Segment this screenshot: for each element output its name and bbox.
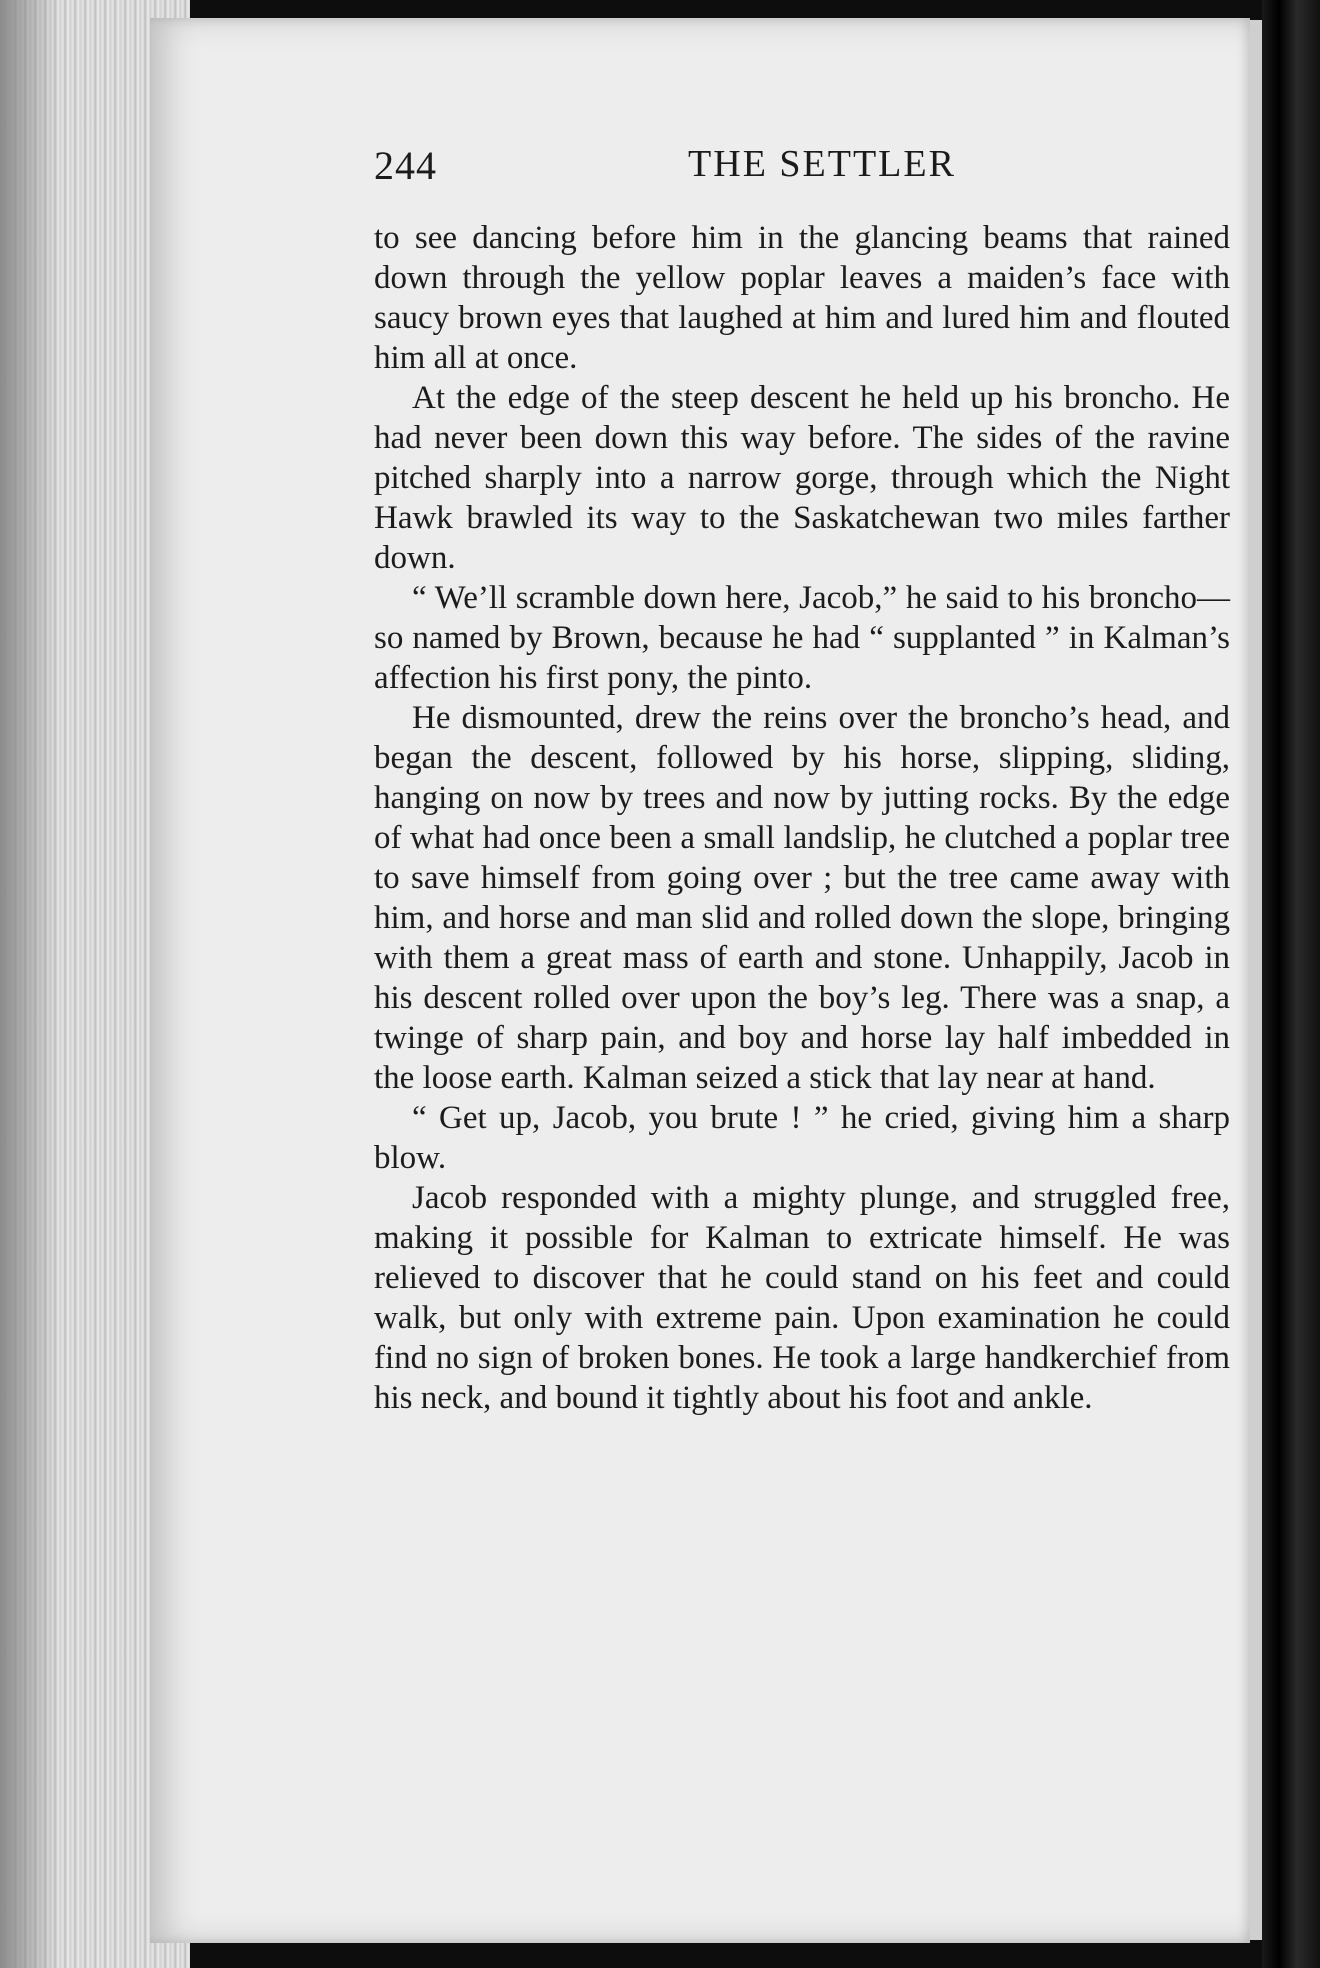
binding-shadow xyxy=(0,0,60,1968)
page-number: 244 xyxy=(374,143,437,188)
paragraph-2: At the edge of the steep descent he held up his broncho. He had never been down this way before. The sides of the ravine pitched sharply into a narrow gorge, through which the Night Hawk brawled its way to the Saskatchewan two miles farther down. xyxy=(374,380,1230,576)
paragraph-6: Jacob responded with a mighty plunge, and struggled free, making it possible for Kalman to extricate himself. He was relieved to discover that he could stand on his feet and could walk, but only with extreme pain. Upon examination he could find no sign of broken bones. He took a large handkerchief from his neck, and bound it tightly about his foot and ankle. xyxy=(374,1180,1230,1416)
paragraph-1: to see dancing before him in the glancing beams that rained down through the yellow poplar leaves a maiden’s face with saucy brown eyes that laughed at him and lured him and flouted him all at once. xyxy=(374,220,1230,376)
paragraph-4: He dismounted, drew the reins over the broncho’s head, and began the descent, followed by his horse, slipping, sliding, hanging on now by trees and now by jutting rocks. By the edge of what had once been a small landslip, he clutched a poplar tree to save himself from going over ; but the tree came away with him, and horse and man slid and rolled down the slope, bringing with them a great mass of earth and stone. Unhappily, Jacob in his descent rolled over upon the boy’s leg. There was a snap, a twinge of sharp pain, and boy and horse lay half imbedded in the loose earth. Kalman seized a stick that lay near at hand. xyxy=(374,700,1230,1096)
paragraph-3: “ We’ll scramble down here, Jacob,” he said to his broncho—so named by Brown, because he had “ supplanted ” in Kalman’s affection his first pony, the pinto. xyxy=(374,580,1230,696)
running-title: THE SETTLER xyxy=(688,143,956,185)
scan-background-right xyxy=(1262,0,1320,1968)
body-text xyxy=(374,218,1230,1418)
paragraph-5: “ Get up, Jacob, you brute ! ” he cried, giving him a sharp blow. xyxy=(374,1100,1230,1176)
page-header xyxy=(374,142,1230,202)
